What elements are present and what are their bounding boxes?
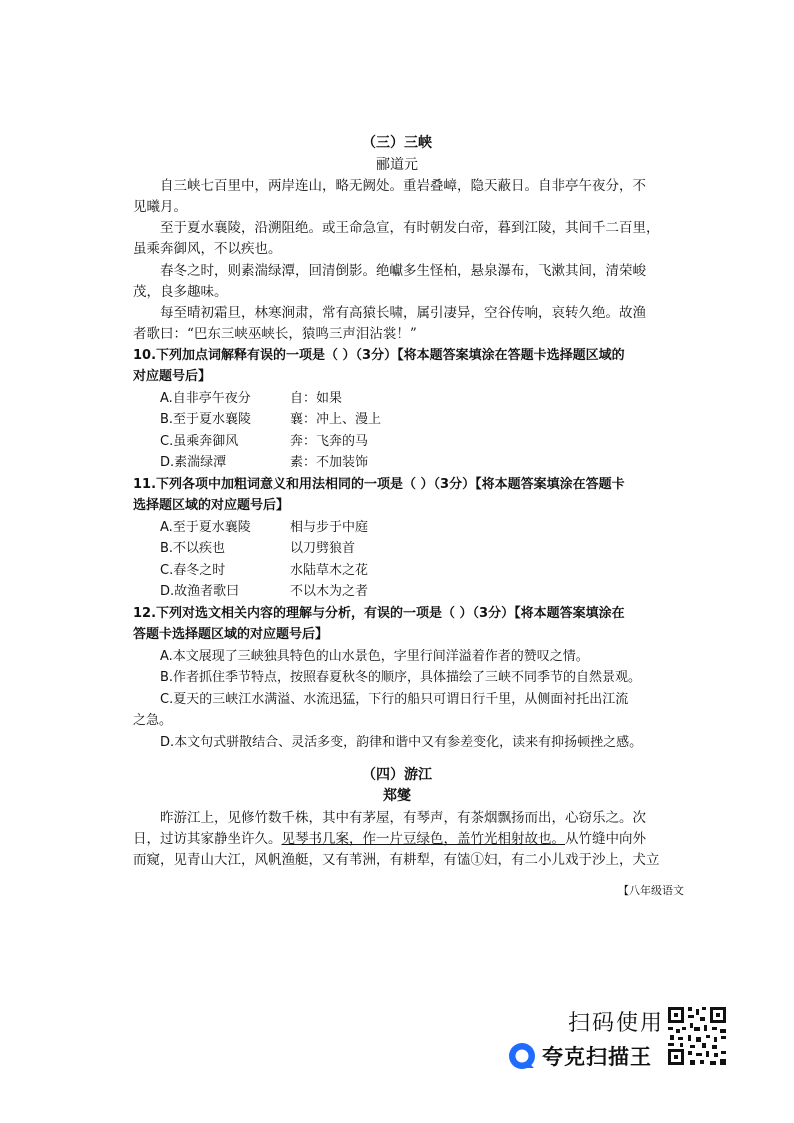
passage-line: 茂，良多趣味。 xyxy=(133,284,228,300)
question-10-option-a: A.自非亭午夜分 自：如果 xyxy=(160,391,343,406)
question-11-stem: 11.下列各项中加粗词意义和用法相同的一项是（ ）（3分）【将本题答案填涂在答题卡 xyxy=(133,477,625,492)
question-12-stem: 答题卡选择题区域的对应题号后】 xyxy=(133,627,329,642)
passage-line: 日，过访其家静坐许久。见琴书几案，作一片豆绿色，盖竹光相射故也。从竹缝中向外 xyxy=(133,831,646,847)
brand-name: 夸克扫描王 xyxy=(542,1045,652,1069)
question-11-stem: 选择题区域的对应题号后】 xyxy=(133,498,290,513)
grade-subject-tag: 【八年级语文 xyxy=(618,884,684,897)
passage-line: 自三峡七百里中，两岸连山，略无阙处。重岩叠嶂，隐天蔽日。自非亭午夜分，不 xyxy=(160,178,646,194)
app-brand xyxy=(508,1040,652,1072)
passage-line: 每至晴初霜旦，林寒涧肃，常有高猿长啸，属引凄异，空谷传响，哀转久绝。故渔 xyxy=(160,305,646,321)
question-10-option-c: C.虽乘奔御风 奔：飞奔的马 xyxy=(160,434,369,449)
section3-title: （三）三峡 xyxy=(362,135,432,151)
question-10-option-b: B.至于夏水襄陵 襄：冲上、漫上 xyxy=(160,412,382,427)
passage-line: 春冬之时，则素湍绿潭，回清倒影。绝巘多生怪柏，悬泉瀑布，飞漱其间，清荣峻 xyxy=(160,263,646,279)
section3-author: 郦道元 xyxy=(376,157,418,173)
passage-line: 者歌曰：“巴东三峡巫峡长，猿鸣三声泪沾裳！” xyxy=(133,326,417,342)
scan-to-use-label: 扫码使用 xyxy=(568,1011,665,1036)
passage-line: 见曦月。 xyxy=(133,199,187,215)
section4-title: （四）游江 xyxy=(362,767,432,783)
question-11-option-b: B.不以疾也 以刀劈狼首 xyxy=(160,541,356,556)
underlined-sentence: 见琴书几案，作一片豆绿色，盖竹光相射故也。 xyxy=(281,831,565,847)
passage-line: 而窥，见青山大江，风帆渔艇，又有苇洲，有耕犁，有馌①妇，有二小儿戏于沙上，犬立 xyxy=(133,852,660,868)
question-12-option-b: B.作者抓住季节特点，按照春夏秋冬的顺序，具体描绘了三峡不同季节的自然景观。 xyxy=(160,670,642,685)
passage-line: 至于夏水襄陵，沿溯阻绝。或王命急宣，有时朝发白帝，暮到江陵，其间千二百里， xyxy=(160,220,660,236)
question-10-stem: 对应题号后】 xyxy=(133,369,212,384)
question-10-stem: 10.下列加点词解释有误的一项是（ ）（3分）【将本题答案填涂在答题卡选择题区域的 xyxy=(133,348,625,363)
quark-logo-icon xyxy=(508,1042,536,1070)
question-11-option-a: A.至于夏水襄陵 相与步于中庭 xyxy=(160,520,369,535)
question-12-option-c-cont: 之急。 xyxy=(133,713,173,728)
question-12-option-c: C.夏天的三峡江水满溢、水流迅猛，下行的船只可谓日行千里，从侧面衬托出江流 xyxy=(160,692,629,707)
passage-line: 昨游江上，见修竹数千株，其中有茅屋，有琴声，有茶烟飘扬而出，心窃乐之。次 xyxy=(160,810,646,826)
question-11-option-c: C.春冬之时 水陆草木之花 xyxy=(160,563,369,578)
question-12-stem: 12.下列对选文相关内容的理解与分析，有误的一项是（ ）（3分）【将本题答案填涂在 xyxy=(133,606,625,621)
question-12-option-a: A.本文展现了三峡独具特色的山水景色，字里行间洋溢着作者的赞叹之情。 xyxy=(160,649,589,664)
qr-code-icon[interactable] xyxy=(666,1005,728,1067)
question-10-option-d: D.素湍绿潭 素：不加装饰 xyxy=(160,455,369,470)
question-12-option-d: D.本文句式骈散结合、灵活多变，韵律和谐中又有参差变化，读来有抑扬顿挫之感。 xyxy=(160,735,643,750)
passage-line: 虽乘奔御风，不以疾也。 xyxy=(133,241,282,257)
section4-author: 郑燮 xyxy=(383,788,411,804)
question-11-option-d: D.故渔者歌曰 不以木为之者 xyxy=(160,584,369,599)
